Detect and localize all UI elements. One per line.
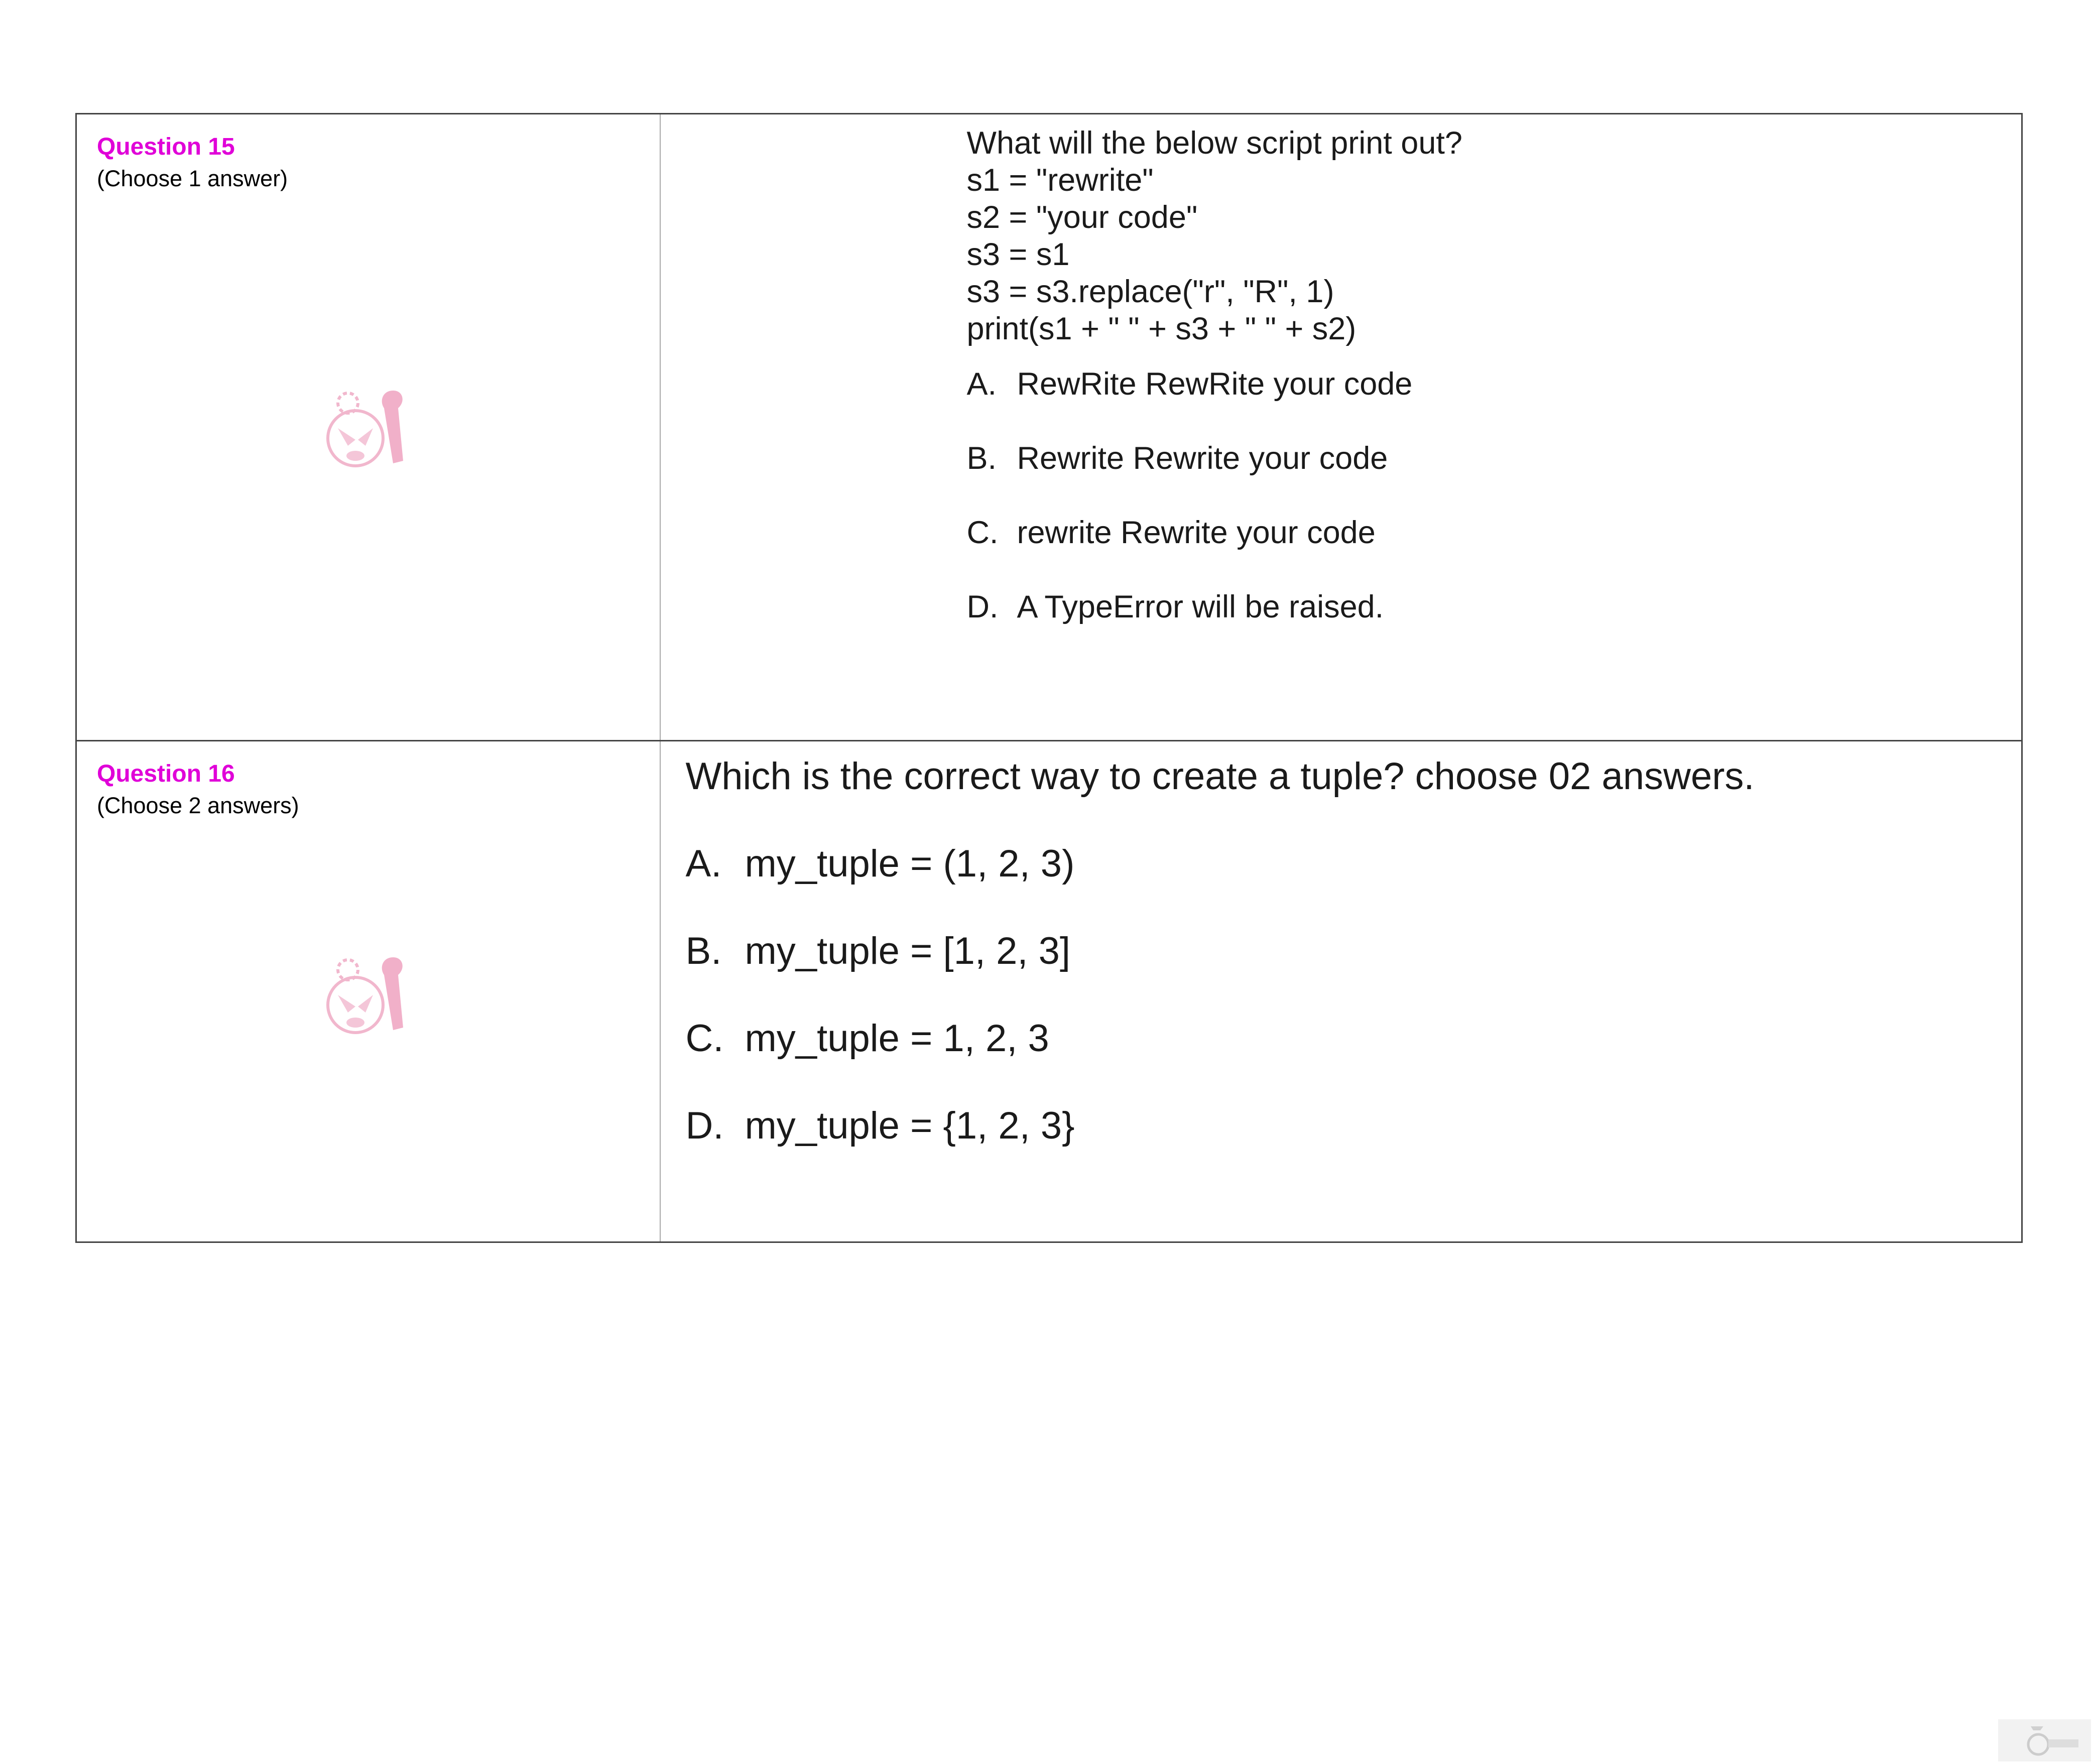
option-a[interactable] bbox=[686, 840, 2022, 888]
gear-wrench-logo-icon bbox=[318, 381, 418, 481]
gear-wrench-logo-icon bbox=[318, 947, 418, 1048]
question-instruction: (Choose 2 answers) bbox=[97, 792, 299, 818]
option-c[interactable] bbox=[686, 1015, 2022, 1063]
option-text: my_tuple = [1, 2, 3] bbox=[745, 930, 1070, 972]
question-16-meta-cell bbox=[76, 741, 660, 1242]
option-c[interactable] bbox=[967, 514, 2022, 551]
option-text: my_tuple = (1, 2, 3) bbox=[745, 842, 1075, 885]
option-text: A TypeError will be raised. bbox=[1017, 589, 1384, 624]
site-logo-graphic bbox=[1998, 1719, 2091, 1761]
option-text: rewrite Rewrite your code bbox=[1017, 515, 1376, 550]
code-line: s3 = s3.replace("r", "R", 1) bbox=[966, 274, 1334, 309]
question-15-meta-cell bbox=[76, 114, 660, 741]
question-16-content-cell bbox=[660, 741, 2022, 1242]
question-prompt: Which is the correct way to create a tuple? choose 02 answers. bbox=[685, 755, 1755, 798]
option-text: RewRite RewRite your code bbox=[1017, 366, 1413, 402]
site-logo-icon bbox=[1998, 1719, 2091, 1761]
option-letter: A. bbox=[966, 366, 997, 402]
option-letter: D. bbox=[966, 589, 999, 624]
option-letter: C. bbox=[966, 515, 999, 550]
option-b[interactable] bbox=[967, 440, 2022, 477]
code-line: s2 = "your code" bbox=[966, 200, 1198, 235]
option-text: my_tuple = 1, 2, 3 bbox=[745, 1017, 1049, 1060]
option-letter: A. bbox=[685, 842, 722, 885]
option-a[interactable] bbox=[967, 365, 2022, 403]
option-d[interactable] bbox=[686, 1102, 2022, 1150]
question-number: Question 15 bbox=[97, 134, 235, 160]
option-letter: B. bbox=[685, 930, 722, 972]
question-15-content-cell bbox=[660, 114, 2022, 741]
option-letter: B. bbox=[966, 441, 997, 476]
option-text: Rewrite Rewrite your code bbox=[1017, 441, 1388, 476]
code-line: s1 = "rewrite" bbox=[966, 163, 1154, 198]
option-b[interactable] bbox=[686, 927, 2022, 975]
code-line: s3 = s1 bbox=[966, 237, 1070, 272]
question-16-row bbox=[76, 741, 2022, 1242]
option-letter: D. bbox=[685, 1104, 724, 1147]
question-number: Question 16 bbox=[97, 761, 235, 787]
quiz-table bbox=[75, 113, 2023, 1243]
option-text: my_tuple = {1, 2, 3} bbox=[745, 1104, 1075, 1147]
code-line: print(s1 + " " + s3 + " " + s2) bbox=[966, 311, 1357, 346]
question-prompt: What will the below script print out? bbox=[966, 125, 1462, 161]
question-instruction: (Choose 1 answer) bbox=[97, 165, 288, 191]
option-letter: C. bbox=[685, 1017, 724, 1060]
question-15-row bbox=[76, 114, 2022, 741]
option-d[interactable] bbox=[967, 588, 2022, 625]
